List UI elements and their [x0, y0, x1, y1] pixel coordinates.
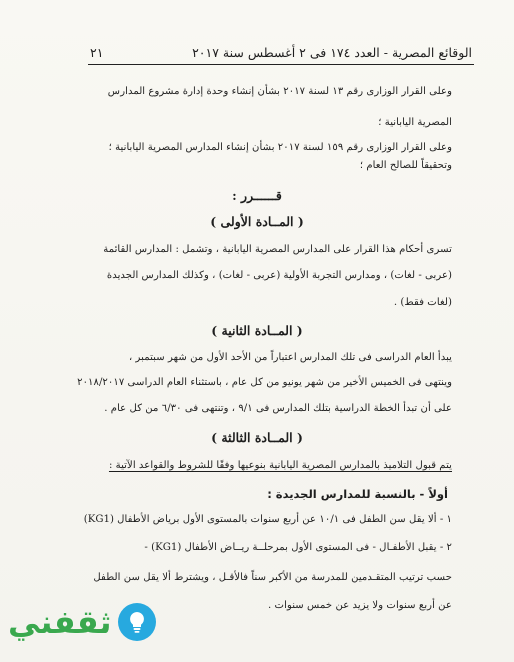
article-3-line-wrap [60, 460, 452, 473]
watermark-text: ثقفني [8, 603, 112, 641]
article-1-line: (لغات فقط) . [393, 297, 452, 308]
article-2-line: وينتهى فى الخميس الأخير من شهر يونيو من كل عام ، باستثناء العام الدراسى ٢٠١٨/٢٠١٧ [77, 377, 452, 388]
lightbulb-icon [118, 603, 156, 641]
section-first-line: حسب ترتيب المتقـدمين للمدرسة من الأكبر سناً فالأقـل ، ويشترط ألا يقل سن الطفل [93, 572, 452, 583]
watermark-logo [8, 594, 178, 650]
lightbulb-glyph [124, 609, 150, 635]
section-first-line: ٢ - يقبل الأطفـال - فى المستوى الأول بمرحلــة ريــاض الأطفال (KG1) - [144, 542, 452, 553]
decision-heading: قــــــرر : [232, 188, 282, 203]
section-first-line: ١ - ألا يقل سن الطفل فى ١٠/١ عن أربع سنوات بالمستوى الأول برياض الأطفال (KG1) [83, 514, 452, 525]
running-header [90, 38, 472, 60]
article-1-title: ( المــادة الأولى ) [210, 214, 304, 229]
running-title: الوقائع المصرية - العدد ١٧٤ فى ٢ أغسطس سنة ٢٠١٧ [192, 45, 472, 60]
section-first-line: عن أربع سنوات ولا يزيد عن خمس سنوات . [268, 600, 452, 611]
preamble-line: وتحقيقاً للصالح العام ؛ [359, 160, 452, 171]
section-first-label: أولاً - بالنسبة للمدارس الجديدة : [267, 487, 448, 501]
article-1-line: تسرى أحكام هذا القرار على المدارس المصرية اليابانية ، وتشمل : المدارس القائمة [103, 244, 452, 255]
preamble-line: وعلى القرار الوزارى رقم ١٣ لسنة ٢٠١٧ بشأن إنشاء وحدة إدارة مشروع المدارس [107, 86, 452, 97]
article-2-title: ( المــادة الثانية ) [211, 323, 303, 338]
article-3-title: ( المــادة الثالثة ) [211, 430, 303, 445]
article-2-line: يبدأ العام الدراسى فى تلك المدارس اعتباراً من الأحد الأول من شهر سبتمبر ، [128, 352, 452, 363]
header-rule [88, 64, 474, 65]
article-2-line: على أن تبدأ الخطة الدراسية بتلك المدارس فى ٩/١ ، وتنتهى فى ٦/٣٠ من كل عام . [104, 403, 452, 414]
article-3-line: يتم قبول التلاميذ بالمدارس المصرية اليابانية بنوعيها وفقًا للشروط والقواعد الآتية : [108, 460, 452, 471]
page-number: ٢١ [90, 45, 104, 60]
preamble-line: المصرية اليابانية ؛ [378, 117, 452, 128]
preamble-line: وعلى القرار الوزارى رقم ١٥٩ لسنة ٢٠١٧ بشأن إنشاء المدارس المصرية اليابانية ؛ [108, 142, 452, 153]
article-1-line: (عربى - لغات) ، ومدارس التجربة الأولية (عربى - لغات) ، وكذلك المدارس الجديدة [106, 270, 452, 281]
